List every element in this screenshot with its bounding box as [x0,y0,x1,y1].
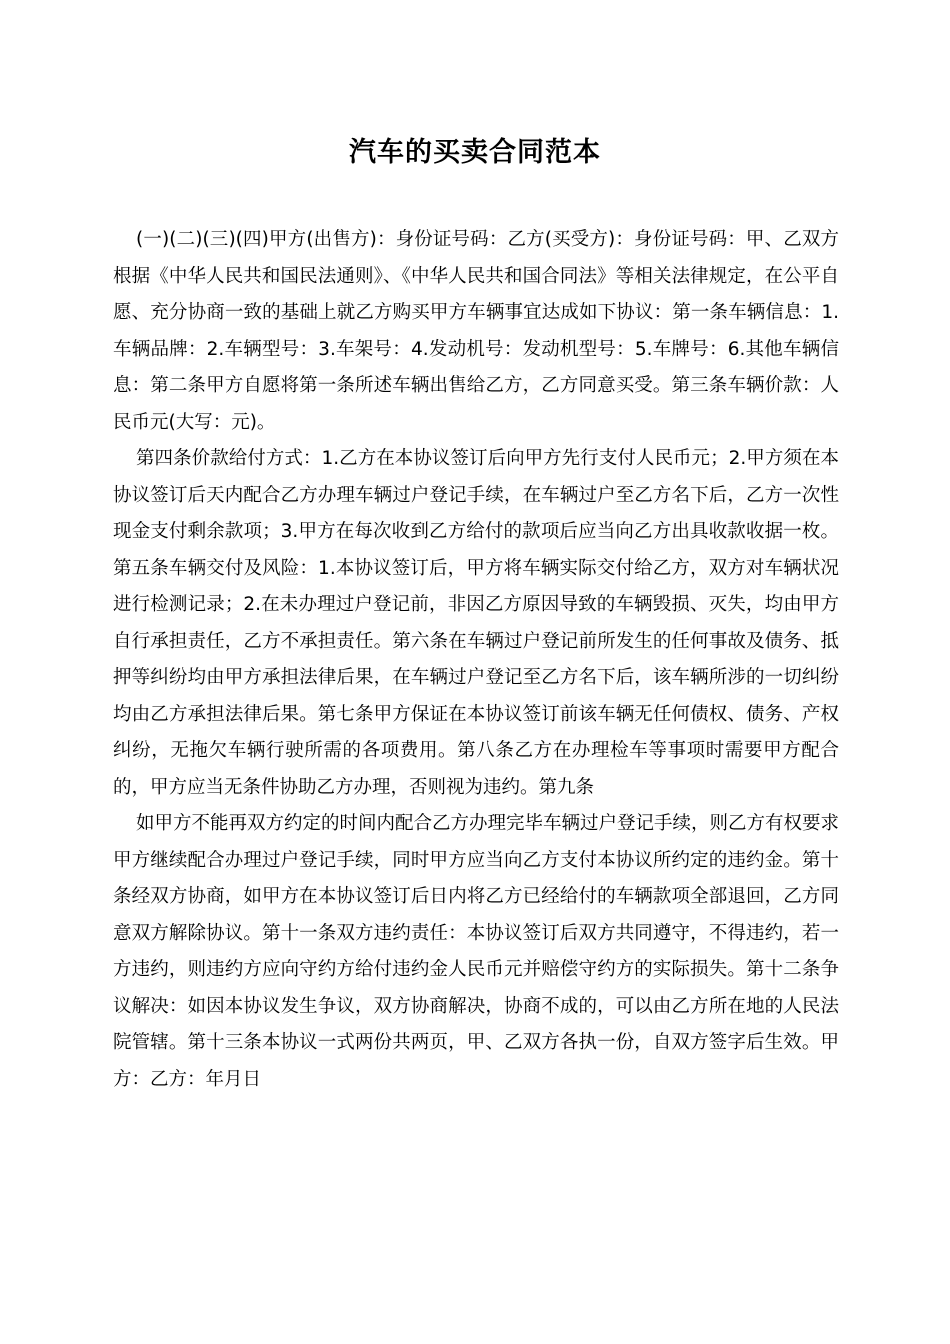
paragraph-1: (一)(二)(三)(四)甲方(出售方)：身份证号码：乙方(买受方)：身份证号码：甲、乙双方根据《中华人民共和国民法通则》、《中华人民共和国合同法》等相关法律规定，在公平自愿、充分协商一致的基础上就乙方购买甲方车辆事宜达成如下协议：第一条车辆信息：1.车辆品牌：2.车辆型号：3.车架号：4.发动机号：发动机型号：5.车牌号：6.其他车辆信息：第二条甲方自愿将第一条所述车辆出售给乙方，乙方同意买受。第三条车辆价款：人民币元(大写：元)。 [113,229,839,433]
document-title: 汽车的买卖合同范本 [349,137,601,168]
document-body [113,222,839,1098]
paragraph-3: 如甲方不能再双方约定的时间内配合乙方办理完毕车辆过户登记手续，则乙方有权要求甲方继续配合办理过户登记手续，同时甲方应当向乙方支付本协议所约定的违约金。第十条经双方协商，如甲方在本协议签订后日内将乙方已经给付的车辆款项全部退回，乙方同意双方解除协议。第十一条双方违约责任：本协议签订后双方共同遵守，不得违约，若一方违约，则违约方应向守约方给付违约金人民币元并赔偿守约方的实际损失。第十二条争议解决：如因本协议发生争议，双方协商解决，协商不成的，可以由乙方所在地的人民法院管辖。第十三条本协议一式两份共两页，甲、乙双方各执一份，自双方签字后生效。甲方：乙方：年月日 [113,813,840,1090]
paragraph-2: 第四条价款给付方式：1.乙方在本协议签订后向甲方先行支付人民币元；2.甲方须在本协议签订后天内配合乙方办理车辆过户登记手续，在车辆过户至乙方名下后，乙方一次性现金支付剩余款项；3.甲方在每次收到乙方给付的款项后应当向乙方出具收款收据一枚。第五条车辆交付及风险：1.本协议签订后，甲方将车辆实际交付给乙方，双方对车辆状况进行检测记录；2.在未办理过户登记前，非因乙方原因导致的车辆毁损、灭失，均由甲方自行承担责任，乙方不承担责任。第六条在车辆过户登记前所发生的任何事故及债务、抵押等纠纷均由甲方承担法律后果，在车辆过户登记至乙方名下后，该车辆所涉的一切纠纷均由乙方承担法律后果。第七条甲方保证在本协议签订前该车辆无任何债权、债务、产权纠纷，无拖欠车辆行驶所需的各项费用。第八条乙方在办理检车等事项时需要甲方配合的，甲方应当无条件协助乙方办理，否则视为违约。第九条 [113,448,839,798]
